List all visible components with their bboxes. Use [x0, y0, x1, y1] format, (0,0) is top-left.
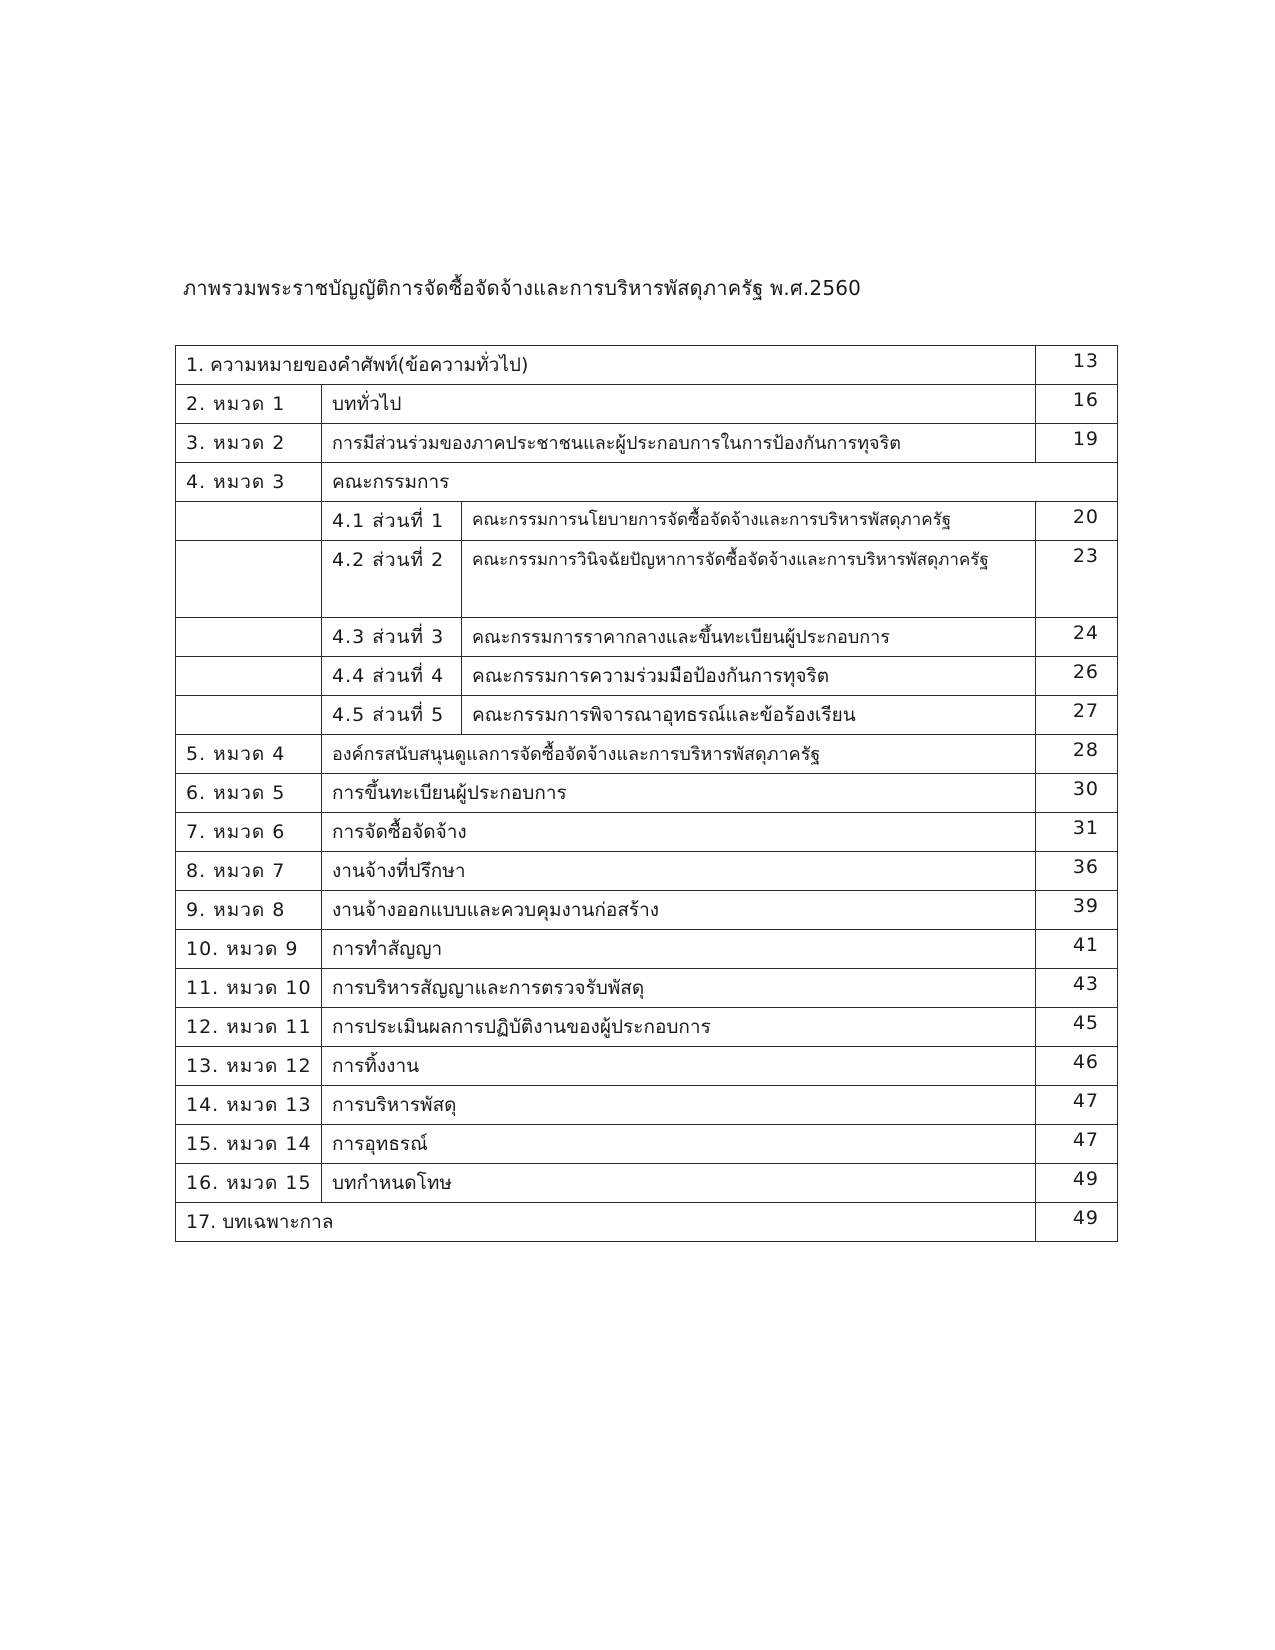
document-title: ภาพรวมพระราชบัญญัติการจัดซื้อจัดจ้างและการบริหารพัสดุภาครัฐ พ.ศ.2560 — [183, 276, 862, 300]
toc-row — [176, 735, 1118, 774]
toc-label: การทิ้งงาน — [322, 1047, 1036, 1086]
toc-label: งานจ้างที่ปรึกษา — [322, 852, 1036, 891]
toc-row — [176, 813, 1118, 852]
toc-row — [176, 1008, 1118, 1047]
toc-page: 31 — [1036, 813, 1118, 852]
toc-row — [176, 463, 1118, 502]
toc-subrow — [176, 502, 1118, 541]
toc-chapter: 6. หมวด 5 — [176, 774, 322, 813]
toc-row — [176, 774, 1118, 813]
toc-chapter: 14. หมวด 13 — [176, 1086, 322, 1125]
toc-label: การประเมินผลการปฏิบัติงานของผู้ประกอบการ — [322, 1008, 1036, 1047]
toc-chapter: 2. หมวด 1 — [176, 385, 322, 424]
toc-page: 27 — [1036, 696, 1118, 735]
toc-chapter: 9. หมวด 8 — [176, 891, 322, 930]
toc-label: การทำสัญญา — [322, 930, 1036, 969]
toc-row — [176, 1125, 1118, 1164]
toc-label: คณะกรรมการพิจารณาอุทธรณ์และข้อร้องเรียน — [462, 696, 1036, 735]
toc-label: คณะกรรมการความร่วมมือป้องกันการทุจริต — [462, 657, 1036, 696]
toc-row — [176, 1086, 1118, 1125]
toc-label: องค์กรสนับสนุนดูแลการจัดซื้อจัดจ้างและการบริหารพัสดุภาครัฐ — [322, 735, 1036, 774]
toc-label: การมีส่วนร่วมของภาคประชาชนและผู้ประกอบการในการป้องกันการทุจริต — [322, 424, 1036, 463]
table-of-contents — [175, 345, 1118, 1242]
toc-chapter: 3. หมวด 2 — [176, 424, 322, 463]
toc-row — [176, 385, 1118, 424]
toc-page: 39 — [1036, 891, 1118, 930]
toc-page: 41 — [1036, 930, 1118, 969]
toc-label: งานจ้างออกแบบและควบคุมงานก่อสร้าง — [322, 891, 1036, 930]
toc-page: 20 — [1036, 502, 1118, 541]
toc-page: 47 — [1036, 1125, 1118, 1164]
toc-empty-cell — [176, 502, 322, 541]
toc-part: 4.5 ส่วนที่ 5 — [322, 696, 462, 735]
toc-row — [176, 1047, 1118, 1086]
toc-page: 36 — [1036, 852, 1118, 891]
toc-page: 30 — [1036, 774, 1118, 813]
toc-page: 49 — [1036, 1203, 1118, 1242]
toc-chapter: 10. หมวด 9 — [176, 930, 322, 969]
toc-part: 4.3 ส่วนที่ 3 — [322, 618, 462, 657]
toc-chapter: 8. หมวด 7 — [176, 852, 322, 891]
toc-subrow — [176, 696, 1118, 735]
toc-page: 24 — [1036, 618, 1118, 657]
toc-chapter: 7. หมวด 6 — [176, 813, 322, 852]
toc-page: 47 — [1036, 1086, 1118, 1125]
toc-page: 16 — [1036, 385, 1118, 424]
toc-row — [176, 930, 1118, 969]
toc-label: 17. บทเฉพาะกาล — [176, 1203, 1036, 1242]
toc-label: การบริหารสัญญาและการตรวจรับพัสดุ — [322, 969, 1036, 1008]
toc-label: การขึ้นทะเบียนผู้ประกอบการ — [322, 774, 1036, 813]
toc-part: 4.2 ส่วนที่ 2 — [322, 541, 462, 618]
toc-page: 19 — [1036, 424, 1118, 463]
toc-label: 1. ความหมายของคำศัพท์(ข้อความทั่วไป) — [176, 346, 1036, 385]
toc-chapter: 5. หมวด 4 — [176, 735, 322, 774]
toc-page: 28 — [1036, 735, 1118, 774]
toc-chapter: 11. หมวด 10 — [176, 969, 322, 1008]
toc-label: คณะกรรมการวินิจฉัยปัญหาการจัดซื้อจัดจ้างและการบริหารพัสดุภาครัฐ — [462, 541, 1036, 618]
toc-chapter: 13. หมวด 12 — [176, 1047, 322, 1086]
toc-label: บทกำหนดโทษ — [322, 1164, 1036, 1203]
toc-subrow — [176, 657, 1118, 696]
toc-row — [176, 424, 1118, 463]
toc-row — [176, 969, 1118, 1008]
toc-part: 4.4 ส่วนที่ 4 — [322, 657, 462, 696]
toc-row — [176, 346, 1118, 385]
toc-row — [176, 891, 1118, 930]
toc-empty-cell — [176, 696, 322, 735]
toc-page: 23 — [1036, 541, 1118, 618]
toc-part: 4.1 ส่วนที่ 1 — [322, 502, 462, 541]
toc-row — [176, 1203, 1118, 1242]
toc-chapter: 12. หมวด 11 — [176, 1008, 322, 1047]
toc-label: บททั่วไป — [322, 385, 1036, 424]
toc-row — [176, 1164, 1118, 1203]
toc-page: 13 — [1036, 346, 1118, 385]
toc-page: 49 — [1036, 1164, 1118, 1203]
toc-page: 45 — [1036, 1008, 1118, 1047]
toc-label: การอุทธรณ์ — [322, 1125, 1036, 1164]
toc-chapter: 4. หมวด 3 — [176, 463, 322, 502]
toc-label: คณะกรรมการ — [322, 463, 1118, 502]
toc-label: คณะกรรมการนโยบายการจัดซื้อจัดจ้างและการบริหารพัสดุภาครัฐ — [462, 502, 1036, 541]
toc-chapter: 16. หมวด 15 — [176, 1164, 322, 1203]
toc-page: 46 — [1036, 1047, 1118, 1086]
toc-label: การจัดซื้อจัดจ้าง — [322, 813, 1036, 852]
toc-empty-cell — [176, 657, 322, 696]
toc-empty-cell — [176, 541, 322, 618]
toc-page: 43 — [1036, 969, 1118, 1008]
toc-label: การบริหารพัสดุ — [322, 1086, 1036, 1125]
toc-empty-cell — [176, 618, 322, 657]
toc-chapter: 15. หมวด 14 — [176, 1125, 322, 1164]
toc-row — [176, 852, 1118, 891]
toc-subrow — [176, 618, 1118, 657]
toc-page: 26 — [1036, 657, 1118, 696]
toc-label: คณะกรรมการราคากลางและขึ้นทะเบียนผู้ประกอบการ — [462, 618, 1036, 657]
toc-subrow — [176, 541, 1118, 618]
